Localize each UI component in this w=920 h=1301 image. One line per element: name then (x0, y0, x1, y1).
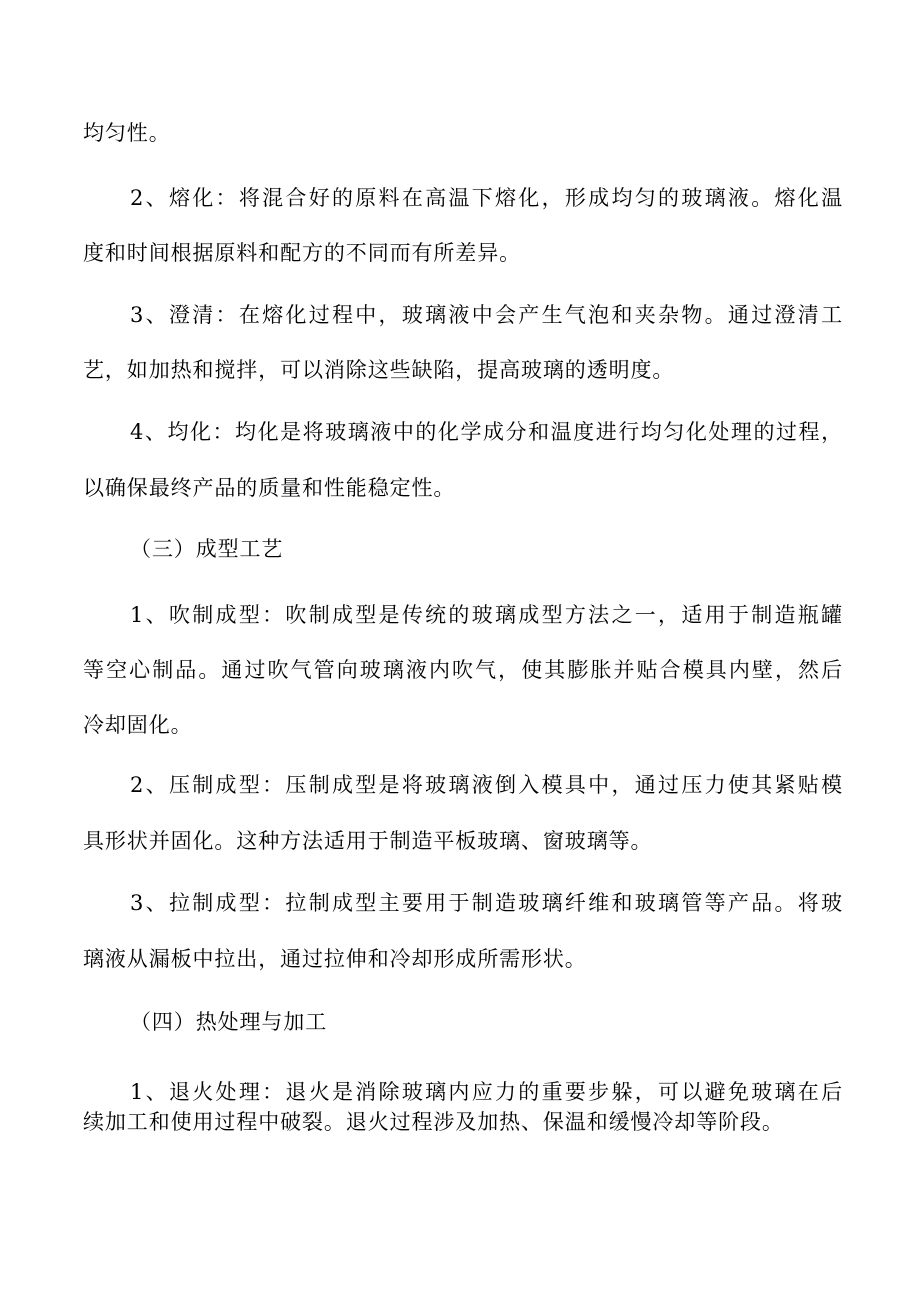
paragraph-line: 续加工和使用过程中破裂。退火过程涉及加热、保温和缓慢冷却等阶段。 (83, 1110, 784, 1134)
paragraph-line: 3、澄清：在熔化过程中，玻璃液中会产生气泡和夹杂物。通过澄清工 (130, 303, 843, 327)
paragraph-line: 3、拉制成型：拉制成型主要用于制造玻璃纤维和玻璃管等产品。将玻 (130, 891, 843, 915)
paragraph-line: 1、吹制成型：吹制成型是传统的玻璃成型方法之一，适用于制造瓶罐 (130, 603, 843, 627)
section-heading: （四）热处理与加工 (130, 1010, 328, 1034)
paragraph-line: 2、熔化：将混合好的原料在高温下熔化，形成均匀的玻璃液。熔化温 (130, 186, 843, 210)
section-heading: （三）成型工艺 (130, 537, 284, 561)
paragraph-line: 艺，如加热和搅拌，可以消除这些缺陷，提高玻璃的透明度。 (83, 358, 675, 382)
paragraph-line: 以确保最终产品的质量和性能稳定性。 (83, 476, 456, 500)
paragraph-line: 等空心制品。通过吹气管向玻璃液内吹气，使其膨胀并贴合模具内壁，然后 (83, 658, 843, 682)
paragraph-line: 璃液从漏板中拉出，通过拉伸和冷却形成所需形状。 (83, 947, 587, 971)
paragraph-line: 1、退火处理：退火是消除玻璃内应力的重要步躲，可以避免玻璃在后 (130, 1080, 843, 1104)
paragraph-line: 度和时间根据原料和配方的不同而有所差异。 (83, 241, 521, 265)
paragraph-line: 2、压制成型：压制成型是将玻璃液倒入模具中，通过压力使其紧贴模 (130, 773, 843, 797)
paragraph-line: 均匀性。 (83, 121, 171, 145)
paragraph-line: 4、均化：均化是将玻璃液中的化学成分和温度进行均匀化处理的过程， (130, 420, 843, 444)
paragraph-line: 具形状并固化。这种方法适用于制造平板玻璃、窗玻璃等。 (83, 829, 653, 853)
paragraph-line: 冷却固化。 (83, 713, 193, 737)
